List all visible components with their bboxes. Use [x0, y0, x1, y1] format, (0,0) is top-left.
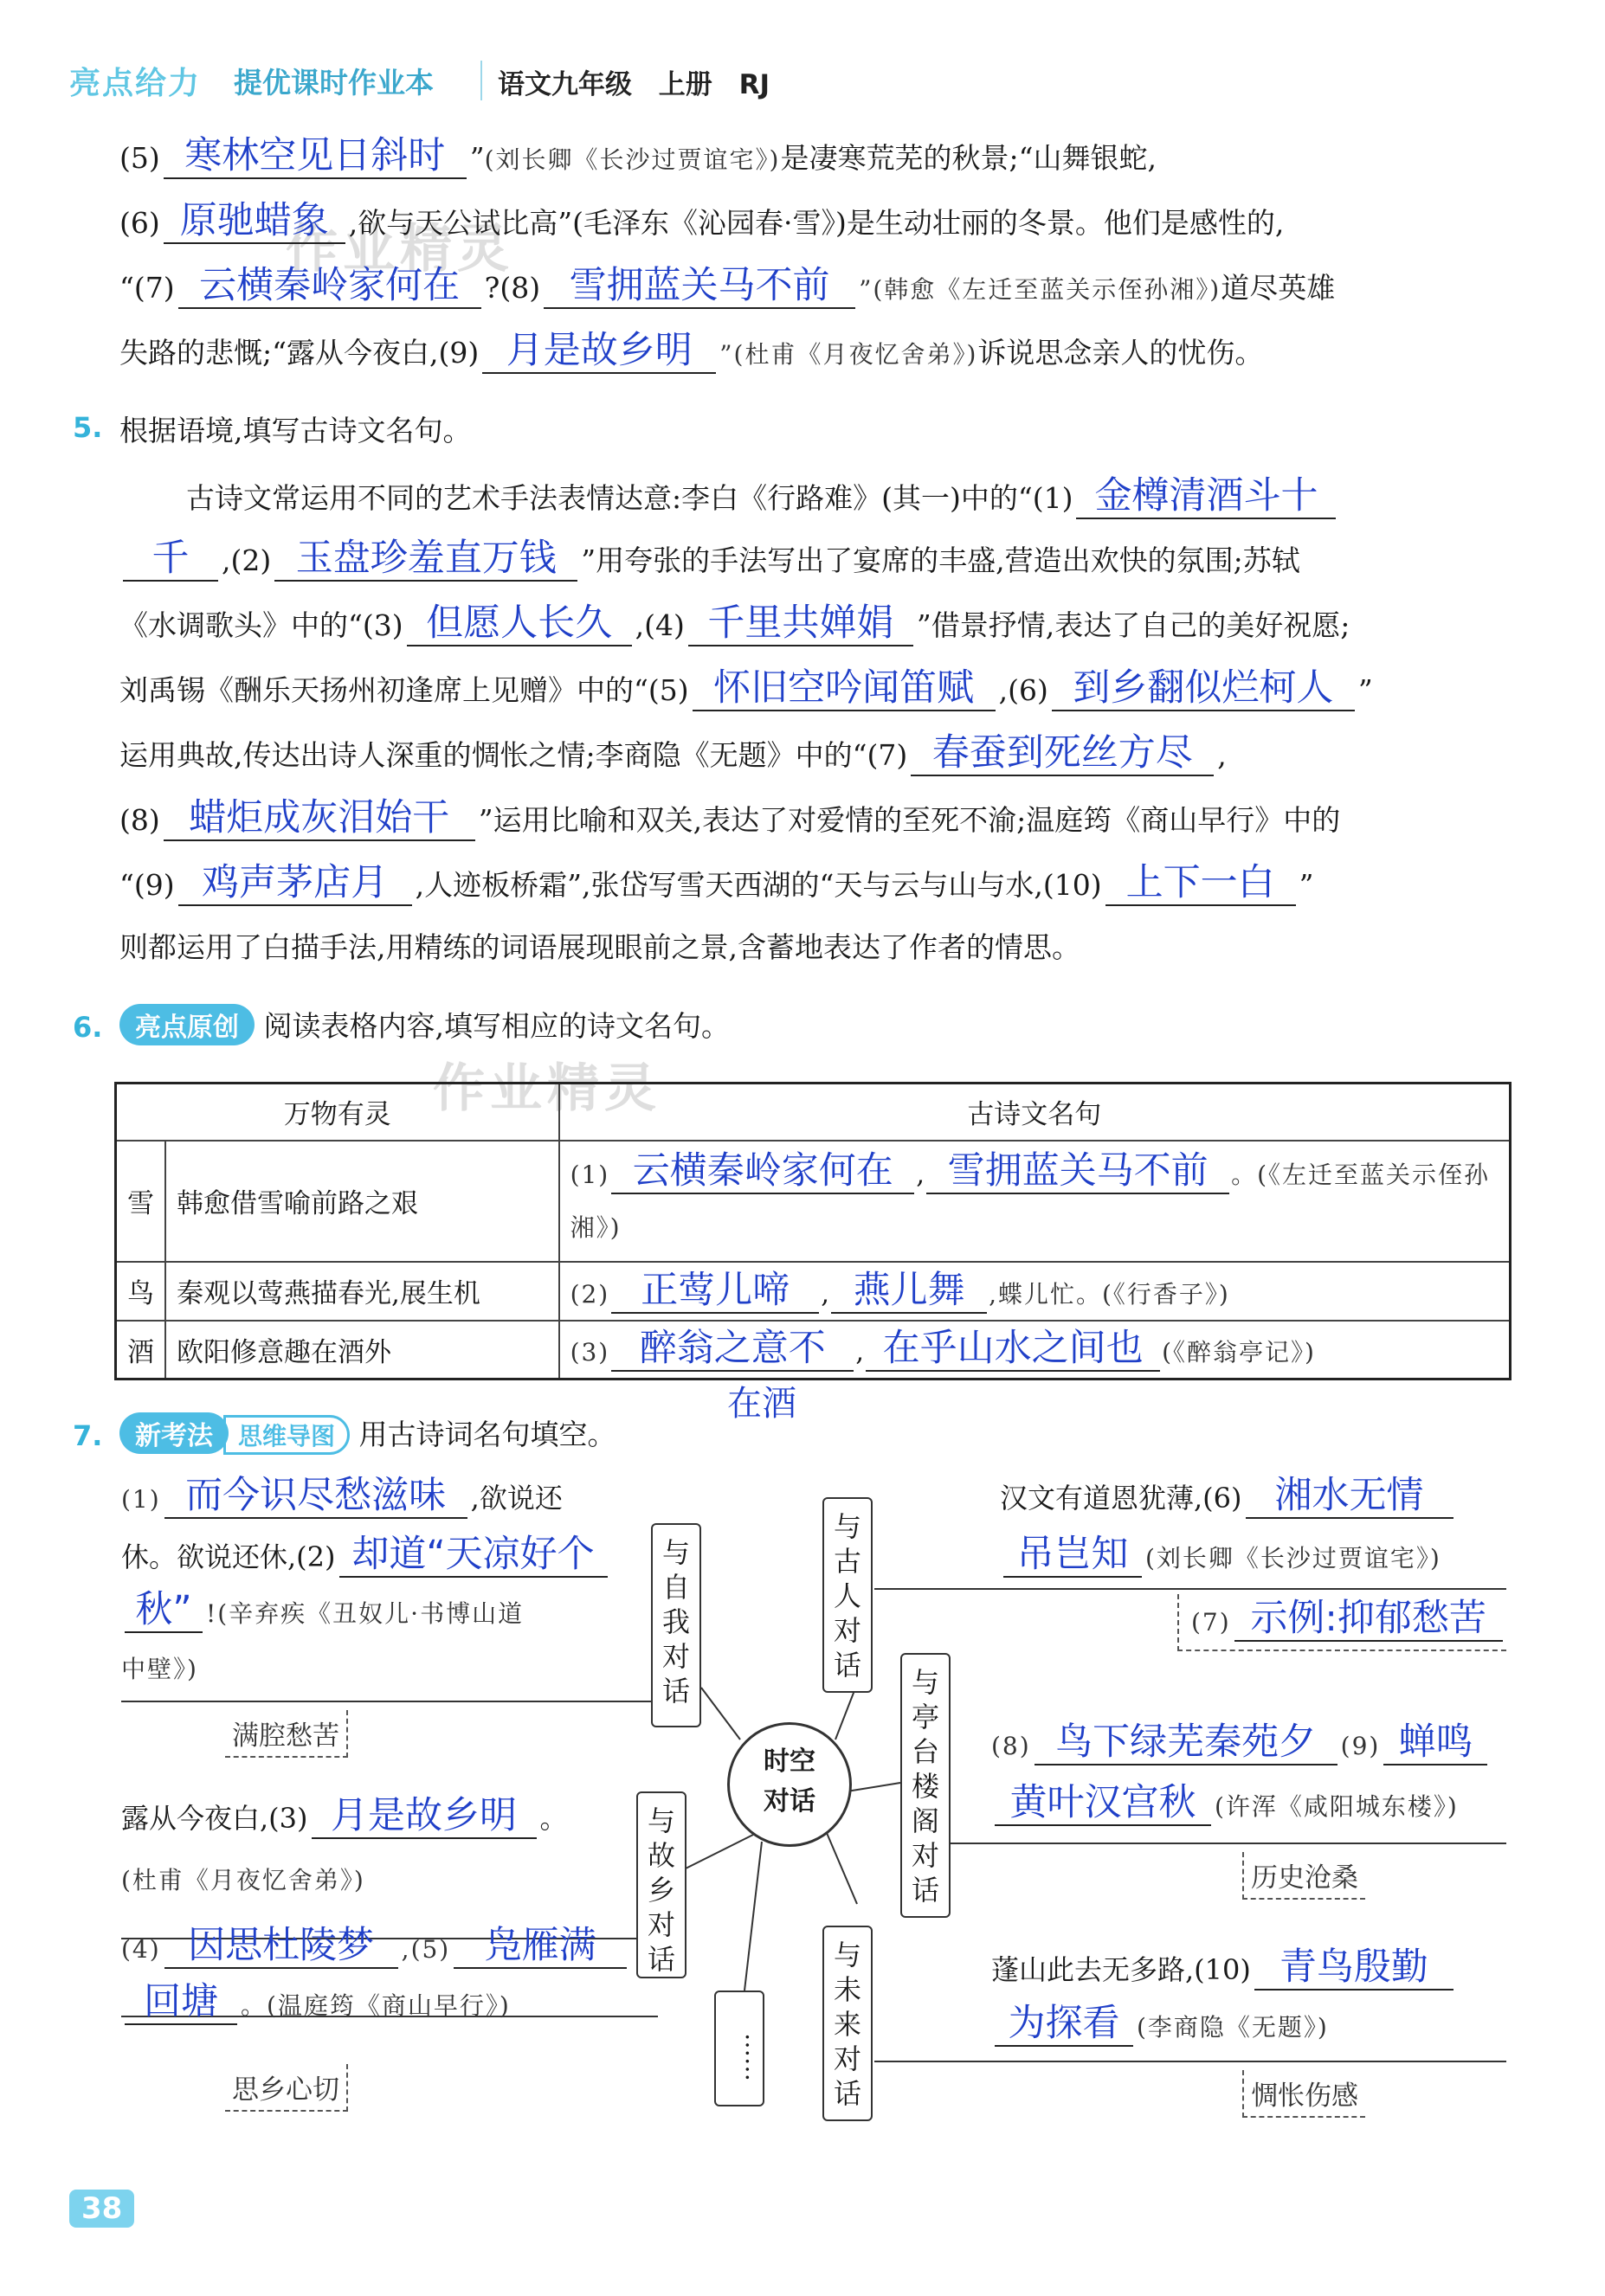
home-line-2 — [121, 1852, 365, 1907]
answer-overflow: 在酒 — [727, 1384, 796, 1424]
text: 失路的悲慨;“露从今夜白,(9) — [119, 336, 480, 370]
tower-line-2 — [991, 1778, 1459, 1834]
answer-q5-2: 玉盘珍羞直万钱 — [274, 537, 577, 582]
answer-q5-1b: 千 — [123, 537, 218, 582]
source: 中壁》) — [121, 1655, 198, 1683]
text: 《水调歌头》中的“(3) — [119, 608, 403, 642]
edition: RJ — [738, 69, 770, 100]
answer-q5-1: 金樽清酒斗十 — [1076, 474, 1336, 519]
answer-5: 寒林空见日斜时 — [164, 134, 467, 179]
future-line-1 — [991, 1943, 1457, 1997]
tag-original: 亮点原创 — [119, 1004, 255, 1045]
branch-self: 与自我对话 — [651, 1523, 701, 1727]
source: (刘长卿《长沙过贾谊宅》) — [484, 145, 781, 174]
branch-more: …… — [714, 1991, 764, 2106]
source: 。(温庭筠《商山早行》) — [241, 1991, 511, 2020]
answer-q5-3: 但愿人长久 — [407, 601, 632, 646]
blank-label: (2) — [570, 1279, 610, 1309]
ancient-line-3 — [1177, 1594, 1506, 1651]
quote-mark: ” — [469, 141, 485, 175]
source: (李商隐《无题》) — [1137, 2013, 1329, 2042]
text: 道尽英雄 — [1221, 271, 1336, 305]
blank-label: (1) — [570, 1160, 610, 1189]
row-answer: (1) 云横秦岭家何在 , 雪拥蓝关马不前 。(《左迁至蓝关示侄孙湘》) — [559, 1141, 1511, 1262]
ancient-line-2 — [1000, 1530, 1441, 1585]
blank-label: (6) — [119, 206, 160, 240]
answer-q5-5: 怀旧空吟闻笛赋 — [693, 666, 996, 711]
answer: 为探看 — [995, 2002, 1133, 2047]
answer-q5-9: 鸡声茅店月 — [178, 861, 412, 906]
text: ” — [1299, 868, 1314, 902]
note-future: 惆怅伤感 — [1242, 2070, 1365, 2118]
blank-label: “(9) — [119, 868, 175, 902]
answer-q5-8: 蜡炬成灰泪始干 — [164, 796, 475, 841]
blank-label: (5) — [119, 141, 160, 175]
ancient-line-1 — [1000, 1471, 1457, 1525]
home-line-4 — [121, 1978, 511, 2033]
answer: 正莺儿啼 — [611, 1269, 819, 1314]
question-number: 5. — [73, 411, 103, 444]
answer-q5-4: 千里共婵娟 — [688, 601, 913, 646]
source: !(辛弃疾《丑奴儿·书博山道 — [206, 1599, 525, 1628]
blank-label: (8) — [991, 1732, 1031, 1760]
row-desc: 韩愈借雪喻前路之艰 — [165, 1141, 559, 1262]
text: ” — [1357, 673, 1373, 707]
subject: 语文九年级 — [498, 69, 632, 100]
text: ”借景抒情,表达了自己的美好祝愿; — [916, 608, 1350, 642]
text: ”运用比喻和双关,表达了对爱情的至死不渝;温庭筠《商山早行》中的 — [478, 803, 1341, 837]
blank-label: (7) — [1191, 1608, 1231, 1637]
watermark: 作业精灵 — [286, 219, 514, 280]
answer-8: 雪拥蓝关马不前 — [544, 264, 855, 309]
brand-logo: 亮点给力 — [69, 66, 202, 101]
answer: 回塘 — [125, 1980, 237, 2025]
answer-7: 云横秦岭家何在 — [178, 264, 481, 309]
self-line-1 — [121, 1471, 563, 1527]
answer: 醉翁之意不 — [611, 1327, 854, 1372]
text: ,人迹板桥霜”,张岱写雪天西湖的“天与云与山与水,(10) — [415, 868, 1102, 902]
watermark: 作业精灵 — [433, 1058, 661, 1119]
note-tower: 历史沧桑 — [1242, 1852, 1365, 1900]
blank-label: (9) — [1340, 1732, 1381, 1760]
branch-ancients: 与古人对话 — [822, 1497, 873, 1693]
question-title: 阅读表格内容,填写相应的诗文名句。 — [263, 1009, 730, 1043]
answer-6: 原驰蜡象 — [164, 199, 345, 244]
source: (《醉翁亭记》) — [1162, 1338, 1316, 1367]
source: ,蝶儿忙。(《行香子》) — [989, 1279, 1230, 1309]
row-key: 雪 — [116, 1141, 166, 1262]
row-desc: 欧阳修意趣在酒外 — [165, 1321, 559, 1380]
source: ”(韩愈《左迁至蓝关示侄孙湘》) — [859, 275, 1221, 304]
answer: 示例:抑郁愁苦 — [1234, 1597, 1503, 1642]
answer: 雪拥蓝关马不前 — [926, 1149, 1229, 1194]
branch-future: 与未来对话 — [822, 1926, 873, 2121]
source: (杜甫《月夜忆舍弟》) — [121, 1866, 365, 1894]
answer: 却道“天凉好个 — [339, 1533, 608, 1578]
text: ,欲说还 — [470, 1482, 563, 1515]
self-line-4 — [121, 1641, 198, 1696]
tag-mindmap: 思维导图 — [223, 1415, 350, 1455]
answer: 燕儿舞 — [831, 1269, 987, 1314]
blank-label: ,(2) — [222, 543, 272, 577]
text: 蓬山此去无多路,(10) — [991, 1953, 1251, 1986]
text: 古诗文常运用不同的艺术手法表情达意:李白《行路难》(其一)中的“(1) — [186, 481, 1073, 515]
question-title: 用古诗词名句填空。 — [358, 1418, 616, 1451]
row-key: 鸟 — [116, 1262, 166, 1321]
text: 刘禹锡《酬乐天扬州初逢席上见赠》中的“(5) — [119, 673, 689, 707]
question-number: 6. — [73, 1011, 103, 1044]
text: 则都运用了白描手法,用精练的词语展现眼前之景,含蓄地表达了作者的情思。 — [119, 930, 1080, 964]
answer: 而今识尽愁滋味 — [164, 1474, 467, 1519]
text: 露从今夜白,(3) — [121, 1802, 308, 1835]
future-line-2 — [991, 1999, 1329, 2055]
answer: 吊岂知 — [1003, 1533, 1142, 1578]
blank-label: “(7) — [119, 271, 175, 305]
row-answer: (2) 正莺儿啼 , 燕儿舞 ,蝶儿忙。(《行香子》) — [559, 1262, 1511, 1321]
tag-new-method: 新考法 — [119, 1412, 229, 1454]
note-self: 满腔愁苦 — [225, 1710, 348, 1758]
note-home: 思乡心切 — [225, 2064, 348, 2112]
row-answer: (3) 醉翁之意不 , 在乎山水之间也 (《醉翁亭记》) — [559, 1321, 1511, 1380]
self-line-3 — [121, 1585, 524, 1641]
table-header: 古诗文名句 — [559, 1084, 1511, 1141]
blank-label: (8) — [119, 803, 160, 837]
text: 是凄寒荒芜的秋景;“山舞银蛇, — [780, 141, 1157, 175]
branch-pavilion: 与亭台楼阁对话 — [900, 1653, 951, 1918]
answer: 湘水无情 — [1246, 1474, 1454, 1519]
answer: 云横秦岭家何在 — [611, 1149, 914, 1194]
self-line-2 — [121, 1530, 611, 1584]
table-header: 万物有灵 — [116, 1084, 559, 1141]
blank-label: ?(8) — [484, 271, 541, 305]
text: ,欲与天公试比高”(毛泽东《沁园春·雪》)是生动壮丽的冬景。他们是感性的, — [348, 206, 1285, 240]
text: 。 — [539, 1802, 568, 1835]
blank-label: (1) — [121, 1485, 161, 1514]
source: 。(《左迁至蓝关示侄孙湘》) — [570, 1160, 1491, 1242]
answer-q5-6: 到乡翻似烂柯人 — [1052, 666, 1355, 711]
row-desc: 秦观以莺燕描春光,展生机 — [165, 1262, 559, 1321]
text: 运用典故,传达出诗人深重的惆怅之情;李商隐《无题》中的“(7) — [119, 738, 908, 772]
source: (刘长卿《长沙过贾谊宅》) — [1145, 1544, 1441, 1572]
blank-label: ,(6) — [998, 673, 1048, 707]
text: , — [1217, 738, 1227, 772]
center-node — [727, 1722, 852, 1847]
blank-label: (3) — [570, 1338, 610, 1367]
tower-line-1 — [991, 1718, 1491, 1773]
answer-q5-7: 春蚕到死丝方尽 — [911, 731, 1214, 776]
volume: 上册 — [658, 69, 712, 100]
answer: 鸟下绿芜秦苑夕 — [1035, 1720, 1338, 1765]
answer-q5-10: 上下一白 — [1105, 861, 1296, 906]
series-title: 提优课时作业本 — [234, 66, 434, 100]
row-key: 酒 — [116, 1321, 166, 1380]
answer-9: 月是故乡明 — [482, 329, 716, 374]
home-line-3 — [121, 1921, 630, 1977]
page-number: 38 — [69, 2190, 134, 2228]
blank-label: ,(5) — [401, 1935, 451, 1964]
answer: 蝉鸣 — [1383, 1720, 1487, 1765]
source: ”(杜甫《月夜忆舍弟》) — [719, 340, 978, 369]
text: 诉说思念亲人的忧伤。 — [977, 336, 1264, 370]
home-line-1 — [121, 1791, 568, 1845]
center-text: 对话 — [764, 1786, 815, 1817]
text: 汉文有道恩犹薄,(6) — [1000, 1482, 1242, 1515]
answer: 因思杜陵梦 — [164, 1924, 398, 1969]
answer: 青鸟殷勤 — [1254, 1945, 1454, 1991]
answer: 月是故乡明 — [312, 1794, 537, 1839]
answer: 在乎山水之间也 — [866, 1327, 1160, 1372]
center-text: 时空 — [764, 1746, 815, 1777]
text: 休。欲说还休,(2) — [121, 1540, 336, 1573]
blank-label: (4) — [121, 1935, 161, 1964]
blank-label: ,(4) — [635, 608, 685, 642]
question-title: 根据语境,填写古诗文名句。 — [119, 414, 472, 447]
source: (许浑《咸阳城东楼》) — [1215, 1792, 1459, 1821]
question-number: 7. — [73, 1419, 103, 1452]
answer: 黄叶汉宫秋 — [995, 1781, 1211, 1826]
text: ”用夸张的手法写出了宴席的丰盛,营造出欢快的氛围;苏轼 — [581, 543, 1300, 577]
answer: 秋” — [125, 1588, 203, 1633]
branch-hometown: 与故乡对话 — [636, 1791, 686, 1978]
answer: 凫雁满 — [454, 1924, 627, 1969]
